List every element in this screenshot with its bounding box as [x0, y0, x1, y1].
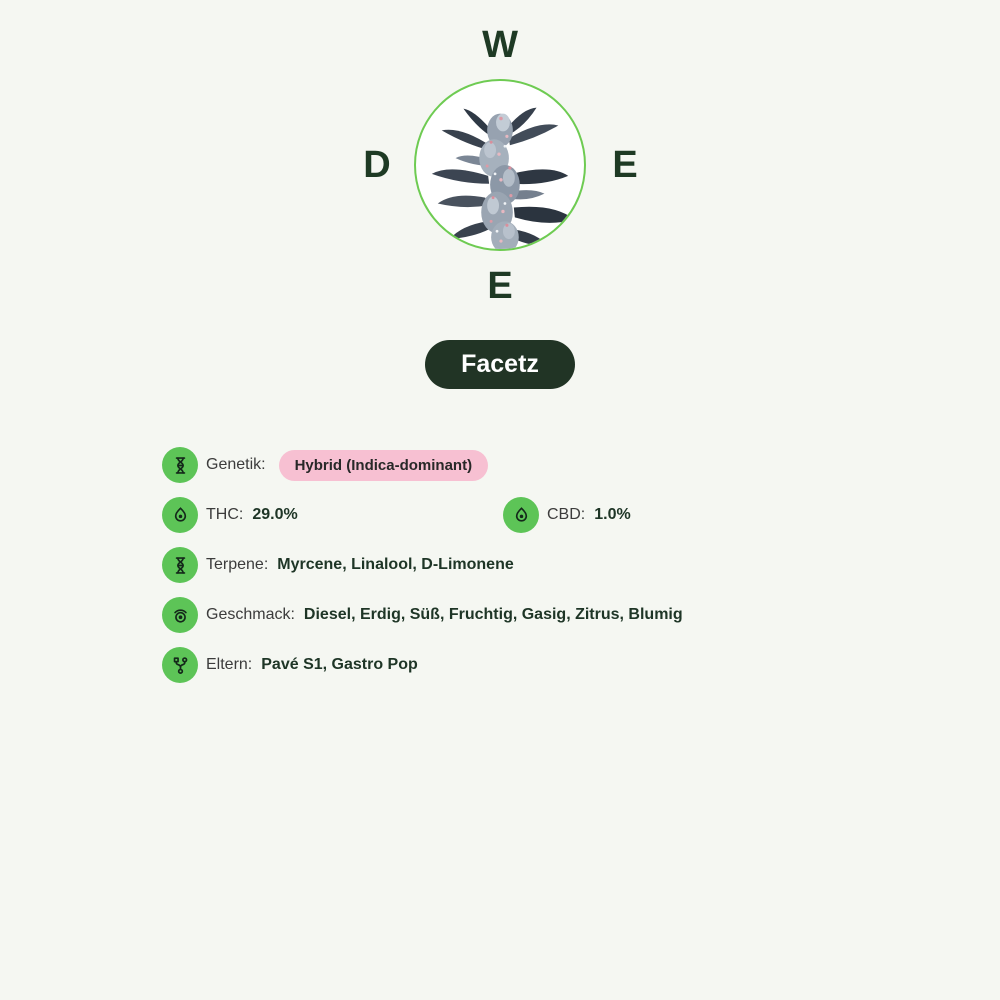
terpene-label: Terpene: — [206, 556, 269, 573]
cannabis-bud-photo — [416, 81, 584, 249]
compass-letter-top: W — [482, 24, 518, 66]
strain-photo-circle — [414, 79, 586, 251]
compass-letter-left: D — [363, 144, 391, 186]
facetz-button[interactable]: Facetz — [425, 340, 575, 389]
info-row-genetik — [162, 447, 683, 483]
droplet-icon — [162, 497, 198, 533]
dna-icon — [162, 447, 198, 483]
eltern-value: Pavé S1, Gastro Pop — [261, 656, 418, 673]
parents-icon — [162, 647, 198, 683]
info-row-thc-cbd — [162, 497, 683, 533]
cbd-value: 1.0% — [594, 506, 631, 523]
info-row-terpene — [162, 547, 683, 583]
cbd-label: CBD: — [547, 506, 586, 523]
eltern-label: Eltern: — [206, 656, 253, 673]
strain-info-list — [162, 447, 683, 683]
geschmack-value: Diesel, Erdig, Süß, Fruchtig, Gasig, Zitrus, Blumig — [303, 606, 683, 623]
compass-letter-bottom: E — [487, 265, 513, 307]
compass-letter-right: E — [612, 144, 638, 186]
genetik-label: Genetik: — [206, 456, 266, 473]
info-row-geschmack — [162, 597, 683, 633]
thc-label: THC: — [206, 506, 244, 523]
taste-icon — [162, 597, 198, 633]
thc-group — [162, 497, 503, 533]
dna-icon — [162, 547, 198, 583]
genetik-badge: Hybrid (Indica-dominant) — [279, 450, 489, 481]
terpene-value: Myrcene, Linalool, D-Limonene — [277, 556, 514, 573]
info-row-eltern — [162, 647, 683, 683]
geschmack-label: Geschmack: — [206, 606, 295, 623]
droplet-icon — [503, 497, 539, 533]
thc-value: 29.0% — [252, 506, 298, 523]
cbd-group — [503, 497, 631, 533]
